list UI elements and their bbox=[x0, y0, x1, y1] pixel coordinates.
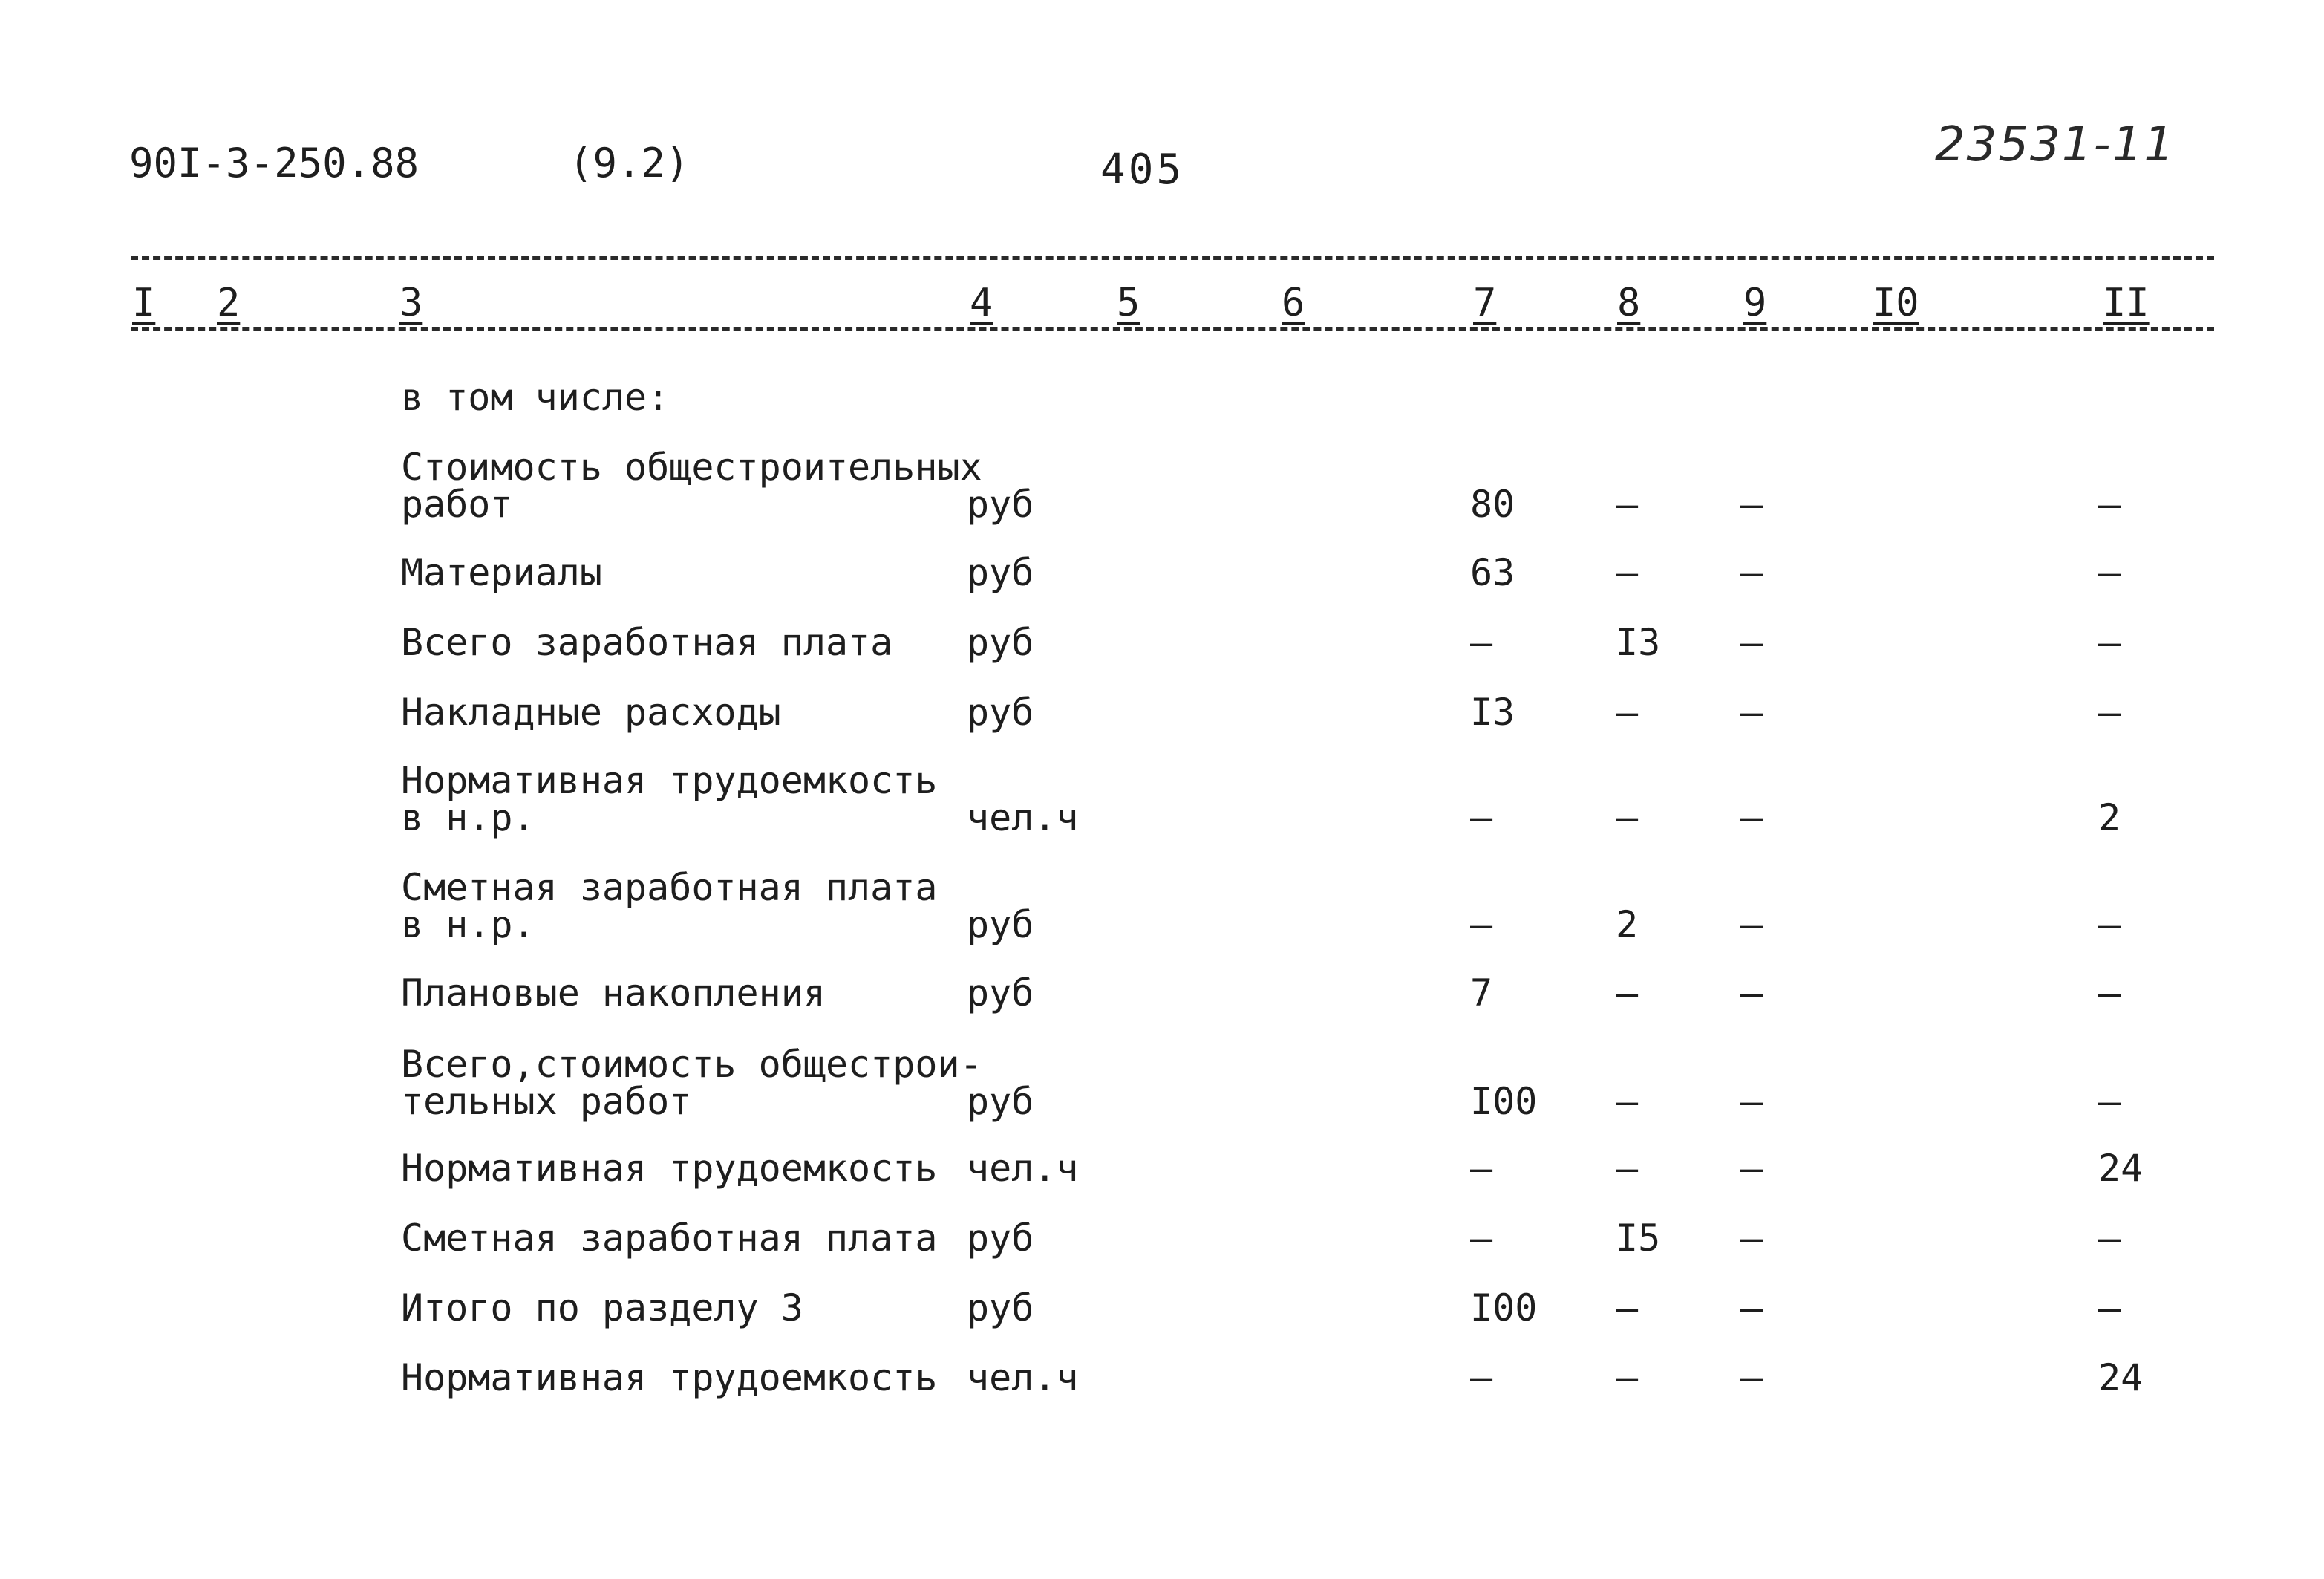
row-col9: – bbox=[1740, 691, 1763, 734]
row-col9: – bbox=[1740, 1286, 1763, 1329]
row-col11: – bbox=[2098, 1286, 2121, 1329]
column-number: 3 bbox=[399, 281, 423, 325]
row-name: Всего заработная плата bbox=[401, 621, 893, 664]
row-col9: – bbox=[1740, 796, 1763, 839]
section-number: (9.2) bbox=[569, 140, 690, 186]
row-col9: – bbox=[1740, 1147, 1763, 1190]
row-col8: – bbox=[1616, 691, 1639, 734]
row-name: Нормативная трудоемкость bbox=[401, 1356, 938, 1399]
row-col11: 24 bbox=[2098, 1356, 2144, 1399]
row-unit: чел.ч bbox=[967, 1147, 1079, 1190]
row-col8: – bbox=[1616, 1356, 1639, 1399]
row-col9: – bbox=[1740, 483, 1763, 526]
row-col11: – bbox=[2098, 1217, 2121, 1260]
row-unit: чел.ч bbox=[967, 796, 1079, 839]
row-col7: I00 bbox=[1470, 1080, 1538, 1123]
row-col11: – bbox=[2098, 903, 2121, 946]
row-name: Нормативная трудоемкость в н.р. bbox=[401, 759, 938, 839]
row-col7: – bbox=[1470, 1356, 1493, 1399]
row-col7: – bbox=[1470, 903, 1493, 946]
column-number: 2 bbox=[217, 281, 241, 325]
row-col8: – bbox=[1616, 483, 1639, 526]
row-col8: I3 bbox=[1616, 621, 1661, 664]
row-col11: – bbox=[2098, 551, 2121, 594]
row-unit: руб bbox=[967, 1080, 1034, 1123]
row-col9: – bbox=[1740, 1080, 1763, 1123]
row-col11: – bbox=[2098, 1080, 2121, 1123]
row-name: Сметная заработная плата bbox=[401, 1217, 938, 1260]
row-col7: 80 bbox=[1470, 483, 1515, 526]
row-col8: 2 bbox=[1616, 903, 1639, 946]
row-col9: – bbox=[1740, 971, 1763, 1015]
row-col7: – bbox=[1470, 1217, 1493, 1260]
row-col8: – bbox=[1616, 551, 1639, 594]
row-col7: – bbox=[1470, 1147, 1493, 1190]
row-col9: – bbox=[1740, 1217, 1763, 1260]
row-unit: чел.ч bbox=[967, 1356, 1079, 1399]
row-col11: – bbox=[2098, 621, 2121, 664]
column-number: I0 bbox=[1873, 281, 1919, 325]
row-unit: руб bbox=[967, 691, 1034, 734]
row-unit: руб bbox=[967, 1217, 1034, 1260]
column-number: 8 bbox=[1617, 281, 1641, 325]
document-code: 90I-3-250.88 bbox=[129, 140, 420, 186]
column-number: 6 bbox=[1282, 281, 1305, 325]
row-col8: I5 bbox=[1616, 1217, 1661, 1260]
handwritten-sheet-number: 23531-11 bbox=[1934, 117, 2176, 172]
row-col8: – bbox=[1616, 1080, 1639, 1123]
row-col7: I00 bbox=[1470, 1286, 1538, 1329]
row-col8: – bbox=[1616, 1286, 1639, 1329]
row-col7: – bbox=[1470, 796, 1493, 839]
row-col8: – bbox=[1616, 1147, 1639, 1190]
row-col8: – bbox=[1616, 796, 1639, 839]
column-number: I bbox=[132, 281, 156, 325]
row-col8: – bbox=[1616, 971, 1639, 1015]
row-name: Накладные расходы bbox=[401, 691, 781, 734]
row-unit: руб bbox=[967, 483, 1034, 526]
row-col9: – bbox=[1740, 903, 1763, 946]
row-col7: I3 bbox=[1470, 691, 1515, 734]
row-name: Всего,стоимость общестрои- тельных работ bbox=[401, 1043, 982, 1123]
column-number: 4 bbox=[970, 281, 993, 325]
column-number: 7 bbox=[1473, 281, 1497, 325]
column-number: 9 bbox=[1743, 281, 1767, 325]
column-number: II bbox=[2103, 281, 2150, 325]
page-number: 405 bbox=[1100, 146, 1185, 194]
table-top-rule bbox=[131, 256, 2214, 260]
row-name: Итого по разделу 3 bbox=[401, 1286, 803, 1329]
row-col11: 2 bbox=[2098, 796, 2121, 839]
row-col9: – bbox=[1740, 551, 1763, 594]
row-name: Плановые накопления bbox=[401, 971, 826, 1015]
row-name: Сметная заработная плата в н.р. bbox=[401, 866, 938, 946]
row-col9: – bbox=[1740, 1356, 1763, 1399]
row-name: Нормативная трудоемкость bbox=[401, 1147, 938, 1190]
subheading: в том числе: bbox=[401, 376, 670, 419]
row-unit: руб bbox=[967, 1286, 1034, 1329]
row-col11: 24 bbox=[2098, 1147, 2144, 1190]
row-col11: – bbox=[2098, 483, 2121, 526]
row-unit: руб bbox=[967, 621, 1034, 664]
row-unit: руб bbox=[967, 903, 1034, 946]
row-unit: руб bbox=[967, 551, 1034, 594]
row-unit: руб bbox=[967, 971, 1034, 1015]
row-name: Материалы bbox=[401, 551, 602, 594]
table-header-rule bbox=[131, 327, 2214, 331]
row-col7: – bbox=[1470, 621, 1493, 664]
row-col11: – bbox=[2098, 691, 2121, 734]
row-col7: 7 bbox=[1470, 971, 1493, 1015]
row-col9: – bbox=[1740, 621, 1763, 664]
row-name: Стоимость общестроительных работ bbox=[401, 446, 982, 526]
column-number: 5 bbox=[1117, 281, 1140, 325]
row-col11: – bbox=[2098, 971, 2121, 1015]
row-col7: 63 bbox=[1470, 551, 1515, 594]
